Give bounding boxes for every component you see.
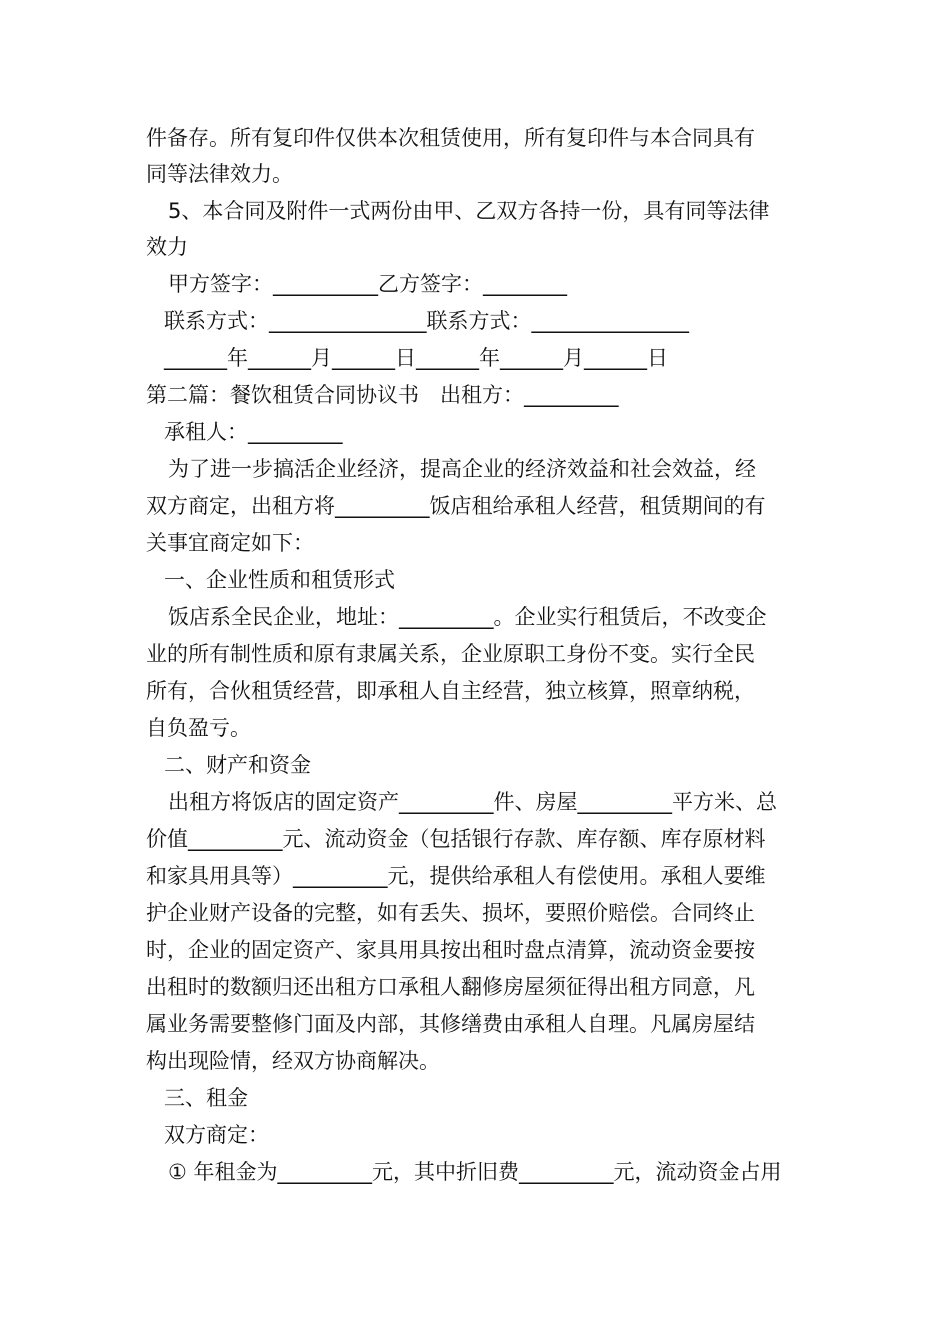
text-line: 双方商定： [164, 1123, 269, 1147]
text-line: 同等法律效力。 [146, 162, 293, 186]
text-line: 为了进一步搞活企业经济，提高企业的经济效益和社会效益，经 [168, 457, 756, 481]
text-line: 双方商定，出租方将_________饭店租给承租人经营，租赁期间的有 [146, 494, 766, 518]
text-line: 关事宜商定如下： [146, 531, 314, 555]
section-title: 第二篇：餐饮租赁合同协议书 出租方：_________ [146, 383, 619, 407]
text-line: 时，企业的固定资产、家具用具按出租时盘点清算，流动资金要按 [146, 938, 755, 962]
subsection-heading: 三、租金 [164, 1086, 248, 1110]
text-line: 价值_________元、流动资金（包括银行存款、库存额、库存原材料 [146, 827, 766, 851]
text-line: 业的所有制性质和原有隶属关系，企业原职工身份不变。实行全民 [146, 642, 755, 666]
text-line: 饭店系全民企业，地址：_________。企业实行租赁后，不改变企 [168, 605, 767, 629]
text-line: 构出现险情，经双方协商解决。 [146, 1049, 440, 1073]
subsection-heading: 一、企业性质和租赁形式 [164, 568, 395, 592]
text-line: 5、本合同及附件一式两份由甲、乙双方各持一份，具有同等法律 [168, 199, 770, 223]
text-line: 件备存。所有复印件仅供本次租赁使用，所有复印件与本合同具有 [146, 126, 755, 150]
text-line: ① 年租金为_________元，其中折旧费_________元，流动资金占用 [168, 1160, 782, 1184]
text-line: 出租时的数额归还出租方口承租人翻修房屋须征得出租方同意，凡 [146, 975, 755, 999]
text-line: 属业务需要整修门面及内部，其修缮费由承租人自理。凡属房屋结 [146, 1012, 755, 1036]
text-line: 和家具用具等）_________元，提供给承租人有偿使用。承租人要维 [146, 864, 766, 888]
text-line: 出租方将饭店的固定资产_________件、房屋_________平方米、总 [168, 790, 777, 814]
contact-line: 联系方式：_______________联系方式：_______________ [164, 309, 689, 333]
subsection-heading: 二、财产和资金 [164, 753, 311, 777]
text-line: 自负盈亏。 [146, 716, 251, 740]
text-line: 所有，合伙租赁经营，即承租人自主经营，独立核算，照章纳税， [146, 679, 755, 703]
date-line: ______年______月______日______年______月______日 [164, 346, 668, 370]
text-line: 护企业财产设备的完整，如有丢失、损坏，要照价赔偿。合同终止 [146, 901, 755, 925]
signature-line: 甲方签字：__________乙方签字：________ [168, 272, 567, 296]
text-line: 效力 [146, 235, 188, 259]
text-line: 承租人：_________ [164, 420, 343, 444]
